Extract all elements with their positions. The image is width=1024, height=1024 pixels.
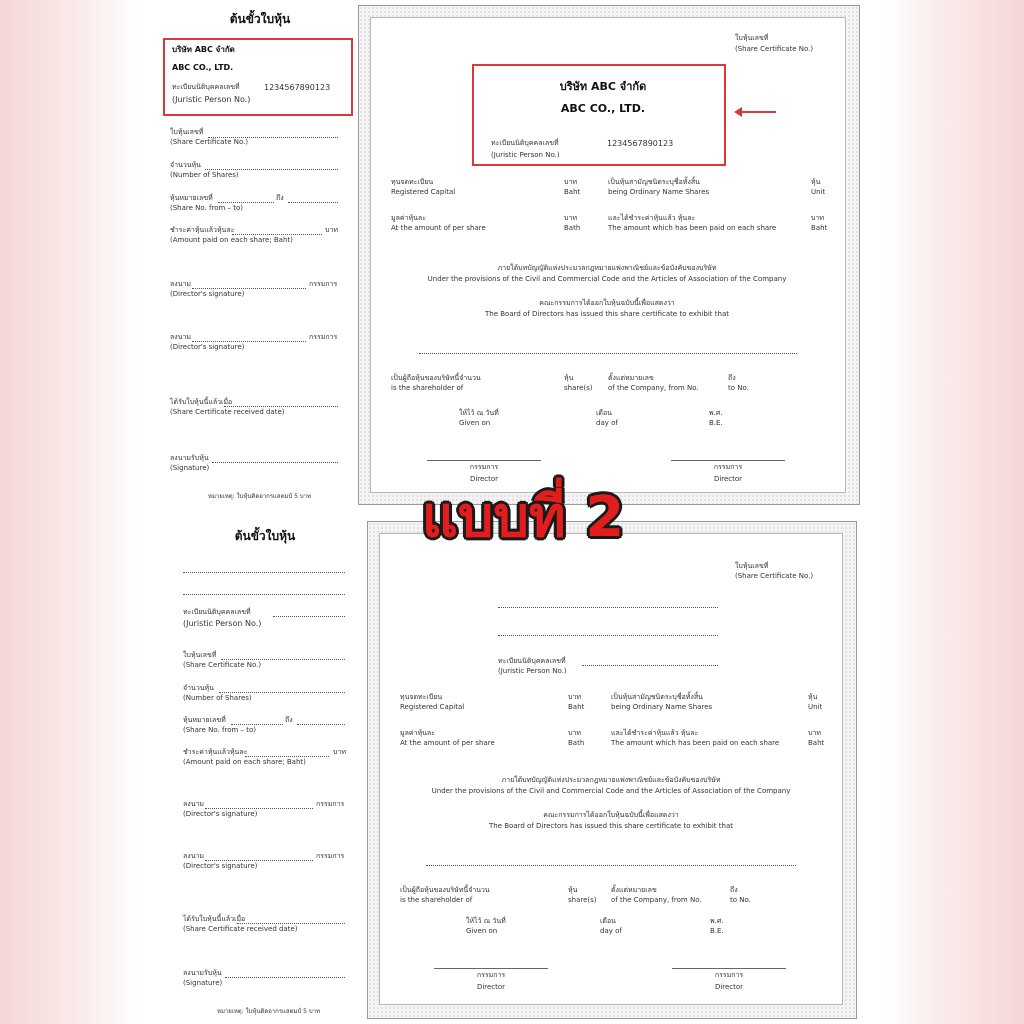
cert2-provision-th: ภายใต้บทบัญญัติแห่งประมวลกฎหมายแพ่งพาณิชย์และข้อบังคับของบริษัท [501,776,721,784]
stub2-director2-th: กรรมการ [316,852,345,860]
cert-director-left-th: กรรมการ [469,463,499,471]
stub-paid-th: ชำระค่าหุ้นแล้วหุ้นละ [170,226,235,234]
stub-paid-en: (Amount paid on each share; Baht) [170,236,293,244]
cert2-unit-th: หุ้น [808,693,818,701]
stub-cert-no-en: (Share Certificate No.) [170,138,249,146]
background-right [884,0,1024,1024]
stub2-sign2-th: ลงนาม [183,852,205,860]
cert2-baht3-en: Baht [808,739,825,747]
stub2-num-shares-th: จำนวนหุ้น [183,684,214,692]
cert2-from-en: of the Company, from No. [611,896,702,904]
cert2-par-th: มูลค่าหุ้นละ [400,729,435,737]
stub-company-en: ABC CO., LTD. [172,63,234,72]
cert-baht3-th: บาท [811,214,824,222]
cert-given-th: ให้ไว้ ณ วันที่ [459,409,499,417]
cert-month-th: เดือน [596,409,612,417]
stub2-note: หมายเหตุ: ใบหุ้นติดอากรแสตมป์ 5 บาท [217,1008,320,1015]
stub-director2-th: กรรมการ [309,333,338,341]
stub2-director2-en: (Director's signature) [183,862,258,870]
cert2-baht1-th: บาท [568,693,581,701]
background-left [0,0,140,1024]
version-banner: แบบที่ 2 [421,485,625,550]
stub-receiver-en: (Signature) [170,464,210,472]
stub-company-th: บริษัท ABC จำกัด [172,45,235,54]
cert-to-th: ถึง [728,374,736,382]
cert-given-en: Given on [459,419,491,427]
stub2-juristic-field[interactable] [273,616,345,617]
cert2-holder-name-field[interactable] [426,865,796,866]
cert2-from-th: ตั้งแต่หมายเลข [611,886,657,894]
cert-holder-en: is the shareholder of [391,384,464,392]
stub2-paid-th: ชำระค่าหุ้นแล้วหุ้นละ [183,748,248,756]
stub-director2-en: (Director's signature) [170,343,245,351]
bottom-stub [165,518,363,1018]
cert-juristic-en: (Juristic Person No.) [491,151,560,159]
cert-shares-en: share(s) [564,384,593,392]
stub2-paid-unit: บาท [333,748,346,756]
stub-title: ต้นขั้วใบหุ้น [229,12,291,26]
stub2-receiver-en: (Signature) [183,979,223,987]
cert2-paid-en: The amount which has been paid on each share [611,739,780,747]
cert-unit-en: Unit [811,188,826,196]
stub2-receiver-field[interactable] [225,977,345,978]
cert2-being-en: being Ordinary Name Shares [611,703,713,711]
cert2-baht2-en: Bath [568,739,585,747]
cert-director-left-en: Director [469,475,499,483]
cert2-capital-th: ทุนจดทะเบียน [400,693,443,701]
cert-baht2-th: บาท [564,214,577,222]
stub-share-no-en: (Share No. from – to) [170,204,244,212]
cert-baht1-th: บาท [564,178,577,186]
cert2-shares-en: share(s) [568,896,597,904]
cert-provision-th: ภายใต้บทบัญญัติแห่งประมวลกฎหมายแพ่งพาณิชย์และข้อบังคับของบริษัท [497,264,717,272]
stub-share-to-field[interactable] [288,202,338,203]
stub2-received-en: (Share Certificate received date) [183,925,298,933]
stub2-sign1-th: ลงนาม [183,800,205,808]
bottom-certificate [379,533,843,1005]
stub-sign1-th: ลงนาม [170,280,192,288]
cert-signature-line-left[interactable] [427,460,541,461]
stub2-company-th-field[interactable] [183,572,345,573]
cert2-juristic-th: ทะเบียนนิติบุคคลเลขที่ [498,657,566,665]
stub2-sign1-field[interactable] [205,808,313,809]
stub2-paid-en: (Amount paid on each share; Baht) [183,758,306,766]
cert-signature-line-right[interactable] [671,460,785,461]
cert-from-th: ตั้งแต่หมายเลข [608,374,654,382]
cert2-company-en-field[interactable] [498,635,718,636]
cert2-signature-line-left[interactable] [434,968,548,969]
stub2-company-en-field[interactable] [183,594,345,595]
cert2-be-th: พ.ศ. [710,917,724,925]
stub2-cert-no-th: ใบหุ้นเลขที่ [183,651,217,659]
cert-par-en: At the amount of per share [391,224,486,232]
stub-juristic-en: (Juristic Person No.) [172,95,251,104]
cert-holder-th: เป็นผู้ถือหุ้นของบริษัทนี้จำนวน [391,374,481,382]
stub-paid-field[interactable] [232,234,322,235]
cert2-juristic-en: (Juristic Person No.) [498,667,567,675]
cert-being-en: being Ordinary Name Shares [608,188,710,196]
stub2-share-no-th: หุ้นหมายเลขที่ [183,716,226,724]
stub2-share-from-field[interactable] [231,724,283,725]
stub2-share-to: ถึง [285,716,293,724]
cert-juristic-no: 1234567890123 [607,139,674,148]
stub-juristic-no: 1234567890123 [264,83,331,92]
cert2-par-en: At the amount of per share [400,739,495,747]
cert-board-th: คณะกรรมการได้ออกใบหุ้นฉบับนี้เพื่อแสดงว่า [539,299,675,307]
stub-received-th: ได้รับใบหุ้นนี้แล้วเมื่อ [170,398,233,406]
cert-paid-th: และได้ชำระค่าหุ้นแล้ว หุ้นละ [608,214,696,222]
cert2-director-left-th: กรรมการ [476,971,506,979]
stub2-share-to-field[interactable] [297,724,345,725]
cert2-board-th: คณะกรรมการได้ออกใบหุ้นฉบับนี้เพื่อแสดงว่า [543,811,679,819]
cert-company-th: บริษัท ABC จำกัด [559,80,647,93]
cert2-be-en: B.E. [710,927,724,935]
cert-capital-en: Registered Capital [391,188,456,196]
cert-unit-th: หุ้น [811,178,821,186]
cert2-holder-th: เป็นผู้ถือหุ้นของบริษัทนี้จำนวน [400,886,490,894]
stub2-juristic-en: (Juristic Person No.) [183,619,262,628]
cert-shares-th: หุ้น [564,374,574,382]
stub-num-shares-en: (Number of Shares) [170,171,239,179]
cert2-shares-th: หุ้น [568,886,578,894]
cert-be-en: B.E. [709,419,723,427]
stub2-director1-en: (Director's signature) [183,810,258,818]
cert2-signature-line-right[interactable] [672,968,786,969]
cert-company-en: ABC CO., LTD. [560,102,646,115]
stub-num-shares-field[interactable] [205,169,338,170]
stub2-paid-field[interactable] [245,756,329,757]
cert2-being-th: เป็นหุ้นสามัญชนิดระบุชื่อทั้งสิ้น [611,693,703,701]
cert-to-en: to No. [728,384,749,392]
stub-received-field[interactable] [224,406,338,407]
stub-cert-no-th: ใบหุ้นเลขที่ [170,128,204,136]
cert2-director-right-en: Director [714,983,744,991]
stub2-director1-th: กรรมการ [316,800,345,808]
cert-be-th: พ.ศ. [709,409,723,417]
stub-share-to: ถึง [276,194,284,202]
stub2-juristic-th: ทะเบียนนิติบุคคลเลขที่ [183,608,251,616]
cert-from-en: of the Company, from No. [608,384,699,392]
cert2-month-th: เดือน [600,917,616,925]
cert-baht2-en: Bath [564,224,581,232]
cert2-holder-en: is the shareholder of [400,896,473,904]
stub-receiver-th: ลงนามรับหุ้น [170,454,209,462]
stub2-sign2-field[interactable] [205,860,313,861]
stub2-share-no-en: (Share No. from – to) [183,726,257,734]
cert2-given-th: ให้ไว้ ณ วันที่ [466,917,506,925]
arrow-icon [736,111,776,113]
stub-share-no-th: หุ้นหมายเลขที่ [170,194,213,202]
stub2-receiver-th: ลงนามรับหุ้น [183,969,222,977]
cert2-to-en: to No. [730,896,751,904]
stub-receiver-field[interactable] [212,462,338,463]
stub-director1-th: กรรมการ [309,280,338,288]
cert2-baht1-en: Baht [568,703,585,711]
stub-paid-unit: บาท [325,226,338,234]
stub-juristic-th: ทะเบียนนิติบุคคลเลขที่ [172,83,240,91]
stub-sign2-th: ลงนาม [170,333,192,341]
cert-paid-en: The amount which has been paid on each share [608,224,777,232]
cert2-provision-en: Under the provisions of the Civil and Commercial Code and the Articles of Association of the Company [431,787,791,795]
highlight-box-stub [163,38,353,116]
cert-director-right-en: Director [713,475,743,483]
cert2-company-th-field[interactable] [498,607,718,608]
cert2-unit-en: Unit [808,703,823,711]
stub2-cert-no-field[interactable] [221,659,345,660]
cert-no-th: ใบหุ้นเลขที่ [735,34,769,42]
cert2-baht2-th: บาท [568,729,581,737]
cert-baht3-en: Baht [811,224,828,232]
cert2-paid-th: และได้ชำระค่าหุ้นแล้ว หุ้นละ [611,729,699,737]
cert-provision-en: Under the provisions of the Civil and Commercial Code and the Articles of Association of the Company [427,275,787,283]
cert-holder-name-field[interactable] [419,353,797,354]
cert2-no-th: ใบหุ้นเลขที่ [735,562,769,570]
cert-month-en: day of [596,419,618,427]
cert2-juristic-field[interactable] [582,665,718,666]
stub-sign2-field[interactable] [192,341,306,342]
cert-par-th: มูลค่าหุ้นละ [391,214,426,222]
cert2-given-en: Given on [466,927,498,935]
cert-no-en: (Share Certificate No.) [735,45,814,53]
cert2-board-en: The Board of Directors has issued this share certificate to exhibit that [489,822,733,830]
stub2-cert-no-en: (Share Certificate No.) [183,661,262,669]
cert2-director-right-th: กรรมการ [714,971,744,979]
cert-director-right-th: กรรมการ [713,463,743,471]
cert-juristic-th: ทะเบียนนิติบุคคลเลขที่ [491,139,559,147]
stub2-received-field[interactable] [237,923,345,924]
cert2-director-left-en: Director [476,983,506,991]
stub2-received-th: ได้รับใบหุ้นนี้แล้วเมื่อ [183,915,246,923]
cert2-baht3-th: บาท [808,729,821,737]
cert2-no-en: (Share Certificate No.) [735,572,814,580]
cert2-capital-en: Registered Capital [400,703,465,711]
cert-capital-th: ทุนจดทะเบียน [391,178,434,186]
cert-being-th: เป็นหุ้นสามัญชนิดระบุชื่อทั้งสิ้น [608,178,700,186]
cert-board-en: The Board of Directors has issued this share certificate to exhibit that [485,310,729,318]
highlight-box-certificate [472,64,726,166]
cert-baht1-en: Baht [564,188,581,196]
stub2-num-shares-field[interactable] [219,692,345,693]
stub-share-from-field[interactable] [218,202,274,203]
stub-sign1-field[interactable] [192,288,306,289]
stub-note: หมายเหตุ: ใบหุ้นติดอากรแสตมป์ 5 บาท [208,493,311,500]
stub-director1-en: (Director's signature) [170,290,245,298]
stub-received-en: (Share Certificate received date) [170,408,285,416]
cert2-month-en: day of [600,927,622,935]
cert2-to-th: ถึง [730,886,738,894]
stub-num-shares-th: จำนวนหุ้น [170,161,201,169]
stub2-title: ต้นขั้วใบหุ้น [234,529,296,543]
stub2-num-shares-en: (Number of Shares) [183,694,252,702]
